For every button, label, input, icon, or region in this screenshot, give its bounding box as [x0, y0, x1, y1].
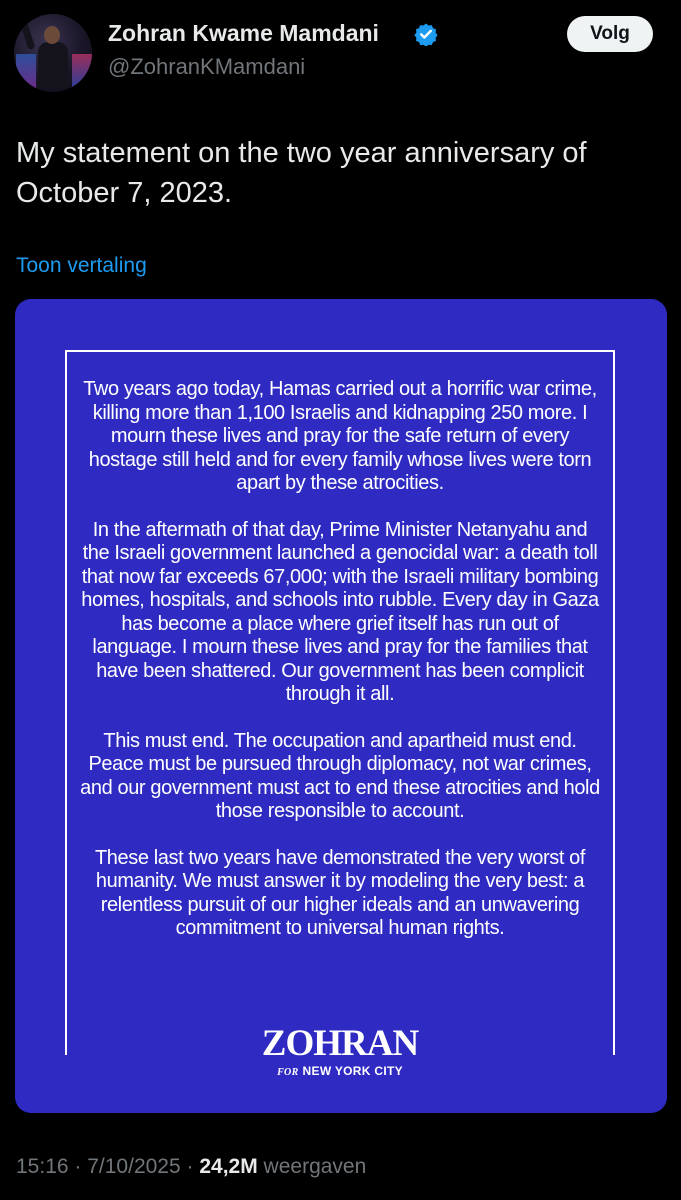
- statement-paragraph: In the aftermath of that day, Prime Minister Netanyahu and the Israeli government launched a genocidal war: a death toll that now far exceeds 67,000; with the Israeli military bombing homes, hospitals, and schools into rubble. Every day in Gaza has become a place where grief itself has run out of language. I mourn these lives and pray for the families that have been shattered. Our government has been complicit through it all.: [81, 518, 599, 705]
- avatar-arm: [20, 20, 36, 51]
- meta-separator: ·: [180, 1155, 200, 1178]
- tweet-text: My statement on the two year anniversary of October 7, 2023.: [16, 137, 587, 209]
- display-name[interactable]: Zohran Kwame Mamdani: [108, 20, 379, 46]
- logo-wordmark: [67, 1024, 613, 1064]
- logo-city: NEW YORK CITY: [302, 1064, 403, 1078]
- avatar-stage-left: [16, 54, 36, 88]
- avatar-head: [44, 26, 60, 44]
- avatar-body: [38, 42, 68, 88]
- avatar-stage-right: [72, 54, 92, 88]
- tweet-header: [0, 0, 681, 100]
- meta-separator: ·: [68, 1155, 88, 1178]
- campaign-logo: [67, 1024, 613, 1084]
- statement-frame: [65, 350, 615, 1078]
- user-handle[interactable]: @ZohranKMamdani: [108, 54, 306, 79]
- statement-paragraph: These last two years have demonstrated the very worst of humanity. We must answer it by modeling the very best: a relentless pursuit of our higher ideals and an unwavering commitment to universal human rights.: [94, 846, 586, 939]
- verified-badge-icon: [414, 22, 438, 46]
- views-label: weergaven: [257, 1155, 367, 1178]
- statement-paragraph: Two years ago today, Hamas carried out a horrific war crime, killing more than 1,100 Israelis and kidnapping 250 more. I mourn these lives and pray for the safe return of every hostage still held and for every family whose lives were torn apart by these atrocities.: [83, 378, 597, 494]
- post-time[interactable]: 15:16: [16, 1155, 69, 1178]
- statement-paragraph: This must end. The occupation and apartheid must end. Peace must be pursued through diplomacy, not war crimes, and our government must act to end these atrocities and hold those responsible to account.: [80, 729, 600, 822]
- logo-for: FOR: [277, 1067, 299, 1078]
- avatar[interactable]: [14, 14, 92, 92]
- logo-word: ZOHRAN: [254, 1023, 426, 1064]
- follow-button[interactable]: Volg: [567, 16, 653, 52]
- show-translation-link[interactable]: Toon vertaling: [16, 254, 147, 277]
- views-count[interactable]: 24,2M: [199, 1155, 258, 1178]
- tweet-meta: [16, 1155, 366, 1179]
- statement-image[interactable]: [15, 299, 667, 1113]
- statement-text: [77, 378, 603, 964]
- logo-subtitle: [67, 1064, 613, 1080]
- post-date[interactable]: 7/10/2025: [87, 1155, 181, 1178]
